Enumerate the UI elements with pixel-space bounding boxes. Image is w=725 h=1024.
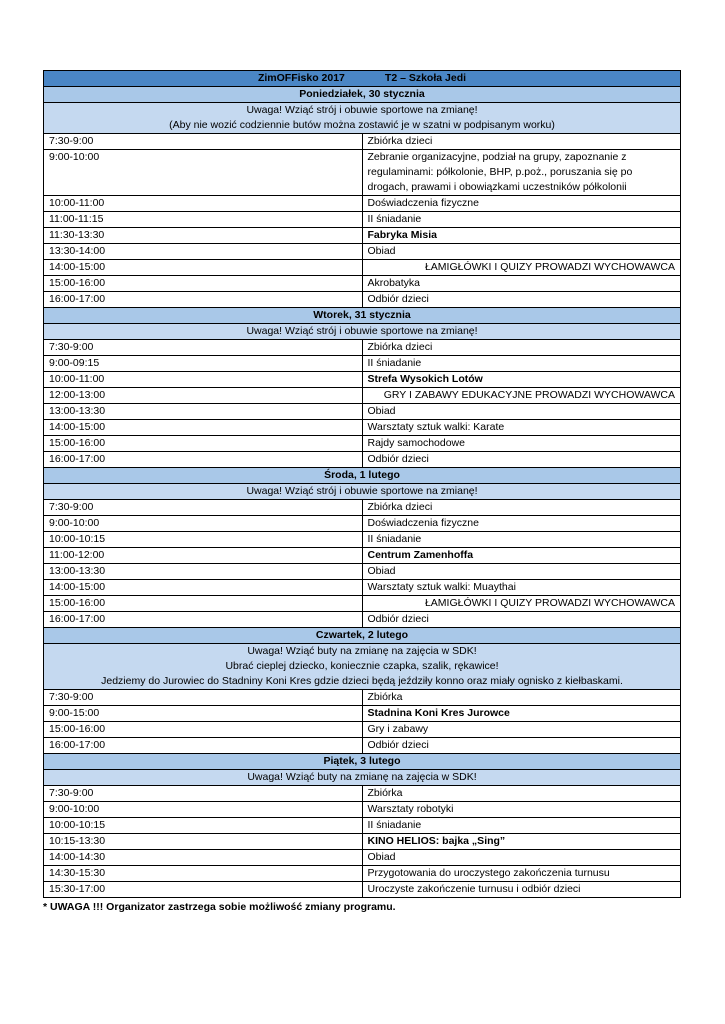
day-note-row (44, 644, 681, 690)
activity-cell: Obiad (362, 404, 681, 420)
note-line: Uwaga! Wziąć buty na zmianę na zajęcia w SDK! (247, 771, 477, 783)
schedule-row (44, 532, 681, 548)
schedule-sheet (43, 70, 681, 915)
schedule-row (44, 564, 681, 580)
time-cell: 10:00-11:00 (44, 372, 363, 388)
time-cell: 10:00-10:15 (44, 818, 363, 834)
title-row (44, 71, 681, 87)
schedule-row (44, 276, 681, 292)
day-heading-row (44, 628, 681, 644)
schedule-row (44, 706, 681, 722)
activity-cell: Zbiórka (362, 690, 681, 706)
note-line: Ubrać cieplej dziecko, koniecznie czapka, szalik, rękawice! (225, 660, 499, 672)
note-line: Uwaga! Wziąć buty na zmianę na zajęcia w SDK! (247, 645, 477, 657)
activity-cell: Centrum Zamenhoffa (362, 548, 681, 564)
activity-cell: II śniadanie (362, 212, 681, 228)
activity-cell: Zbiórka (362, 786, 681, 802)
time-cell: 7:30-9:00 (44, 134, 363, 150)
schedule-row (44, 882, 681, 898)
schedule-row (44, 722, 681, 738)
activity-cell: Warsztaty sztuk walki: Muaythai (362, 580, 681, 596)
time-cell: 15:00-16:00 (44, 596, 363, 612)
note-line: Jedziemy do Jurowiec do Stadniny Koni Kres gdzie dzieci będą jeździły konno oraz miały ognisko z kiełbaskami. (101, 675, 623, 687)
day-heading: Piątek, 3 lutego (44, 754, 681, 770)
schedule-row (44, 436, 681, 452)
time-cell: 15:00-16:00 (44, 276, 363, 292)
activity-cell: Akrobatyka (362, 276, 681, 292)
activity-cell: KINO HELIOS: bajka „Sing” (362, 834, 681, 850)
schedule-row (44, 500, 681, 516)
time-cell: 16:00-17:00 (44, 612, 363, 628)
schedule-row (44, 738, 681, 754)
title-cell (44, 71, 681, 87)
activity-cell: Fabryka Misia (362, 228, 681, 244)
schedule-row (44, 372, 681, 388)
time-cell: 15:00-16:00 (44, 436, 363, 452)
schedule-row (44, 834, 681, 850)
time-cell: 9:00-10:00 (44, 150, 363, 196)
note-line: Uwaga! Wziąć strój i obuwie sportowe na zmianę! (246, 325, 478, 337)
time-cell: 11:30-13:30 (44, 228, 363, 244)
time-cell: 15:30-17:00 (44, 882, 363, 898)
time-cell: 12:00-13:00 (44, 388, 363, 404)
day-heading: Czwartek, 2 lutego (44, 628, 681, 644)
activity-cell: Odbiór dzieci (362, 612, 681, 628)
time-cell: 9:00-09:15 (44, 356, 363, 372)
day-note-row (44, 770, 681, 786)
schedule-row (44, 548, 681, 564)
activity-cell: Strefa Wysokich Lotów (362, 372, 681, 388)
schedule-row (44, 786, 681, 802)
day-heading: Poniedziałek, 30 stycznia (44, 87, 681, 103)
turnus-name: T2 – Szkoła Jedi (384, 72, 467, 84)
time-cell: 14:30-15:30 (44, 866, 363, 882)
activity-cell: Obiad (362, 564, 681, 580)
schedule-row (44, 818, 681, 834)
day-heading: Środa, 1 lutego (44, 468, 681, 484)
time-cell: 14:00-15:00 (44, 420, 363, 436)
day-note (44, 324, 681, 340)
schedule-row (44, 212, 681, 228)
schedule-row (44, 356, 681, 372)
time-cell: 13:00-13:30 (44, 564, 363, 580)
activity-cell: Odbiór dzieci (362, 738, 681, 754)
schedule-row (44, 228, 681, 244)
day-heading-row (44, 308, 681, 324)
activity-cell: Gry i zabawy (362, 722, 681, 738)
day-note-row (44, 103, 681, 134)
time-cell: 9:00-15:00 (44, 706, 363, 722)
schedule-row (44, 292, 681, 308)
schedule-row (44, 340, 681, 356)
activity-cell: Rajdy samochodowe (362, 436, 681, 452)
activity-cell: ŁAMIGŁÓWKI I QUIZY PROWADZI WYCHOWAWCA (362, 260, 681, 276)
day-note (44, 644, 681, 690)
activity-cell: Warsztaty sztuk walki: Karate (362, 420, 681, 436)
time-cell: 16:00-17:00 (44, 292, 363, 308)
note-line: Uwaga! Wziąć strój i obuwie sportowe na zmianę! (246, 485, 478, 497)
schedule-row (44, 150, 681, 196)
time-cell: 7:30-9:00 (44, 690, 363, 706)
schedule-row (44, 850, 681, 866)
time-cell: 10:00-10:15 (44, 532, 363, 548)
activity-cell: Zebranie organizacyjne, podział na grupy, zapoznanie z regulaminami: półkolonie, BHP, p.poż., poruszania się po drogach, prawami i obowiązkami uczestników półkolonii (362, 150, 681, 196)
activity-cell: Zbiórka dzieci (362, 340, 681, 356)
time-cell: 9:00-10:00 (44, 516, 363, 532)
schedule-row (44, 420, 681, 436)
day-heading-row (44, 754, 681, 770)
activity-cell: Odbiór dzieci (362, 452, 681, 468)
schedule-row (44, 690, 681, 706)
day-note-row (44, 324, 681, 340)
time-cell: 7:30-9:00 (44, 340, 363, 356)
activity-cell: Uroczyste zakończenie turnusu i odbiór dzieci (362, 882, 681, 898)
activity-cell: Doświadczenia fizyczne (362, 516, 681, 532)
schedule-row (44, 802, 681, 818)
activity-cell: ŁAMIGŁÓWKI I QUIZY PROWADZI WYCHOWAWCA (362, 596, 681, 612)
note-line: Uwaga! Wziąć strój i obuwie sportowe na zmianę! (246, 104, 478, 116)
schedule-row (44, 596, 681, 612)
activity-cell: GRY I ZABAWY EDUKACYJNE PROWADZI WYCHOWAWCA (362, 388, 681, 404)
time-cell: 7:30-9:00 (44, 500, 363, 516)
activity-cell: Stadnina Koni Kres Jurowce (362, 706, 681, 722)
activity-cell: Odbiór dzieci (362, 292, 681, 308)
time-cell: 13:30-14:00 (44, 244, 363, 260)
time-cell: 9:00-10:00 (44, 802, 363, 818)
day-note (44, 770, 681, 786)
schedule-row (44, 866, 681, 882)
activity-cell: II śniadanie (362, 818, 681, 834)
time-cell: 14:00-14:30 (44, 850, 363, 866)
day-note-row (44, 484, 681, 500)
activity-cell: II śniadanie (362, 356, 681, 372)
schedule-row (44, 244, 681, 260)
activity-cell: Warsztaty robotyki (362, 802, 681, 818)
footnote: * UWAGA !!! Organizator zastrzega sobie możliwość zmiany programu. (43, 901, 396, 913)
time-cell: 15:00-16:00 (44, 722, 363, 738)
activity-cell: Doświadczenia fizyczne (362, 196, 681, 212)
schedule-row (44, 196, 681, 212)
schedule-row (44, 612, 681, 628)
activity-cell: II śniadanie (362, 532, 681, 548)
schedule-row (44, 388, 681, 404)
time-cell: 14:00-15:00 (44, 260, 363, 276)
activity-cell: Obiad (362, 244, 681, 260)
activity-cell: Zbiórka dzieci (362, 500, 681, 516)
time-cell: 10:00-11:00 (44, 196, 363, 212)
time-cell: 11:00-11:15 (44, 212, 363, 228)
activity-cell: Przygotowania do uroczystego zakończenia turnusu (362, 866, 681, 882)
activity-cell: Obiad (362, 850, 681, 866)
activity-cell: Zbiórka dzieci (362, 134, 681, 150)
schedule-row (44, 260, 681, 276)
time-cell: 16:00-17:00 (44, 738, 363, 754)
time-cell: 14:00-15:00 (44, 580, 363, 596)
day-heading-row (44, 87, 681, 103)
schedule-table (43, 70, 681, 898)
schedule-row (44, 404, 681, 420)
time-cell: 13:00-13:30 (44, 404, 363, 420)
day-note (44, 484, 681, 500)
time-cell: 11:00-12:00 (44, 548, 363, 564)
note-line: (Aby nie wozić codziennie butów można zostawić je w szatni w podpisanym worku) (169, 119, 555, 131)
schedule-row (44, 580, 681, 596)
camp-name: ZimOFFisko 2017 (257, 72, 345, 84)
time-cell: 7:30-9:00 (44, 786, 363, 802)
day-note (44, 103, 681, 134)
day-heading: Wtorek, 31 stycznia (44, 308, 681, 324)
time-cell: 16:00-17:00 (44, 452, 363, 468)
day-heading-row (44, 468, 681, 484)
schedule-row (44, 452, 681, 468)
schedule-row (44, 516, 681, 532)
schedule-row (44, 134, 681, 150)
time-cell: 10:15-13:30 (44, 834, 363, 850)
